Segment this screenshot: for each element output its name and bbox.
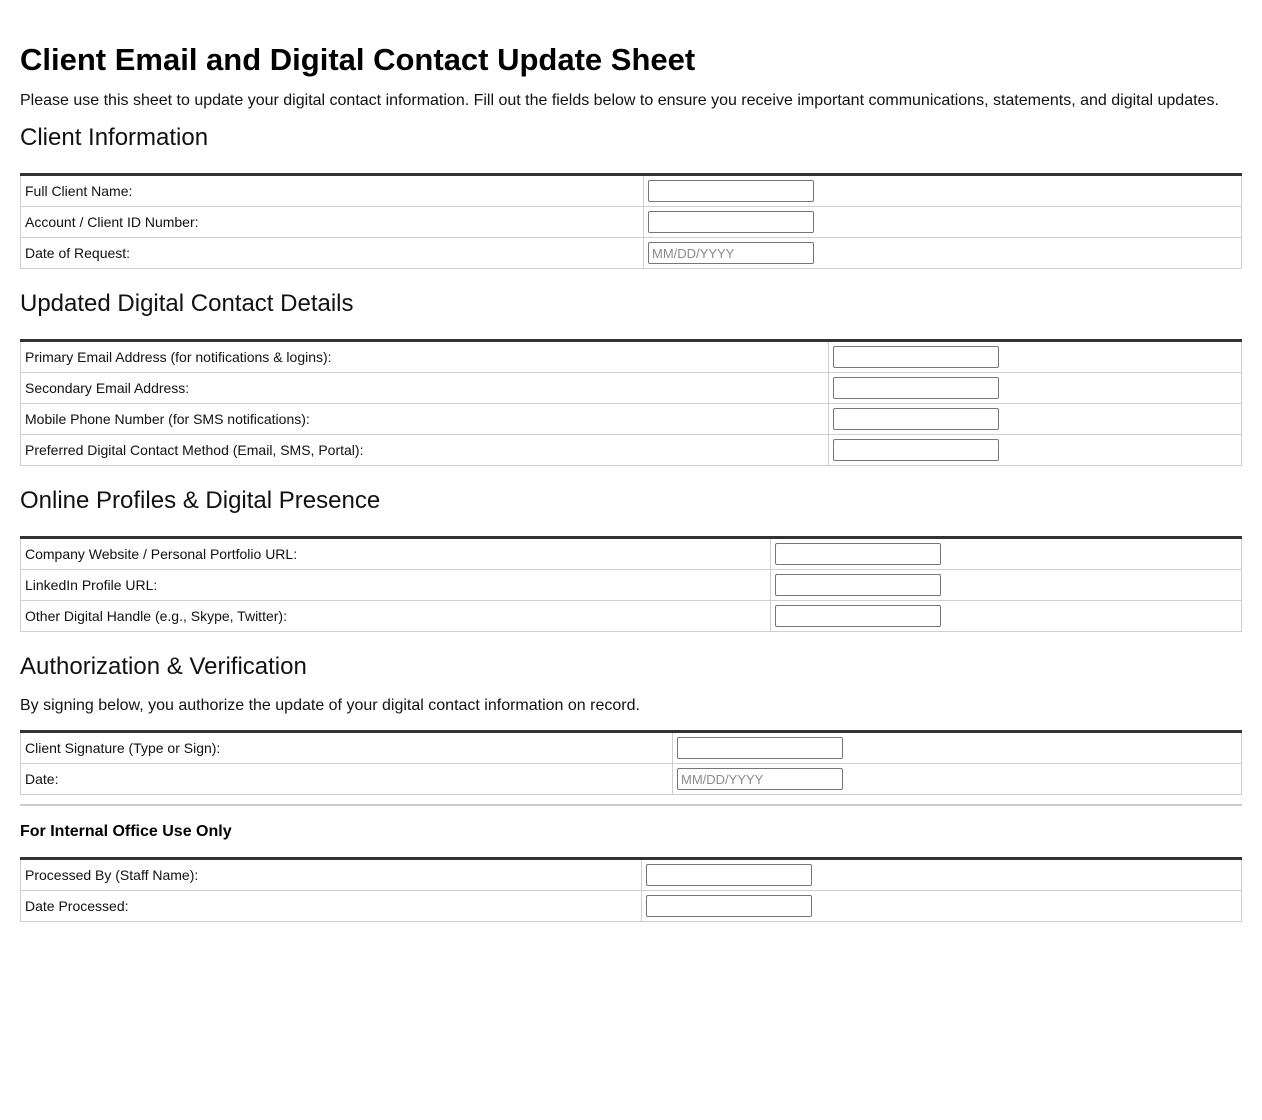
- table-row: [21, 207, 1242, 238]
- full-client-name-label: Full Client Name:: [21, 175, 644, 207]
- intro-text: Please use this sheet to update your digital contact information. Fill out the fields below to ensure you receive important communications, statements, and digital updates.: [20, 92, 1219, 109]
- table-row: [21, 601, 1242, 632]
- authorization-note: By signing below, you authorize the update of your digital contact information on record.: [20, 697, 640, 714]
- processed-by-label: Processed By (Staff Name):: [21, 859, 642, 891]
- primary-email-label: Primary Email Address (for notifications & logins):: [21, 341, 829, 373]
- account-id-input[interactable]: [648, 211, 814, 233]
- digital-contact-table: [20, 339, 1242, 466]
- date-of-request-label: Date of Request:: [21, 238, 644, 269]
- digital-contact-heading: Updated Digital Contact Details: [20, 290, 354, 317]
- preferred-contact-method-input[interactable]: [833, 439, 999, 461]
- section-divider: [20, 804, 1242, 806]
- mobile-phone-input[interactable]: [833, 408, 999, 430]
- other-handle-label: Other Digital Handle (e.g., Skype, Twitter):: [21, 601, 771, 632]
- client-signature-label: Client Signature (Type or Sign):: [21, 732, 673, 764]
- signature-date-input[interactable]: [677, 768, 843, 790]
- website-url-input[interactable]: [775, 543, 941, 565]
- table-row: [21, 435, 1242, 466]
- online-profiles-heading: Online Profiles & Digital Presence: [20, 487, 381, 514]
- date-processed-input[interactable]: [646, 895, 812, 917]
- account-id-label: Account / Client ID Number:: [21, 207, 644, 238]
- website-url-label: Company Website / Personal Portfolio URL:: [21, 538, 771, 570]
- table-row: [21, 373, 1242, 404]
- table-row: [21, 732, 1242, 764]
- table-row: [21, 238, 1242, 269]
- table-row: [21, 175, 1242, 207]
- table-row: [21, 404, 1242, 435]
- other-handle-input[interactable]: [775, 605, 941, 627]
- signature-date-label: Date:: [21, 764, 673, 795]
- authorization-table: [20, 730, 1242, 795]
- mobile-phone-label: Mobile Phone Number (for SMS notifications):: [21, 404, 829, 435]
- client-signature-input[interactable]: [677, 737, 843, 759]
- table-row: [21, 538, 1242, 570]
- office-use-table: [20, 857, 1242, 922]
- page-title: Client Email and Digital Contact Update Sheet: [20, 42, 696, 77]
- linkedin-url-label: LinkedIn Profile URL:: [21, 570, 771, 601]
- online-profiles-table: [20, 536, 1242, 632]
- client-info-table: [20, 173, 1242, 269]
- table-row: [21, 891, 1242, 922]
- table-row: [21, 764, 1242, 795]
- table-row: [21, 859, 1242, 891]
- date-of-request-input[interactable]: [648, 242, 814, 264]
- preferred-contact-method-label: Preferred Digital Contact Method (Email, SMS, Portal):: [21, 435, 829, 466]
- linkedin-url-input[interactable]: [775, 574, 941, 596]
- processed-by-input[interactable]: [646, 864, 812, 886]
- full-client-name-input[interactable]: [648, 180, 814, 202]
- secondary-email-label: Secondary Email Address:: [21, 373, 829, 404]
- authorization-heading: Authorization & Verification: [20, 653, 307, 680]
- table-row: [21, 570, 1242, 601]
- office-use-heading: For Internal Office Use Only: [20, 823, 232, 840]
- client-info-heading: Client Information: [20, 124, 209, 151]
- table-row: [21, 341, 1242, 373]
- secondary-email-input[interactable]: [833, 377, 999, 399]
- primary-email-input[interactable]: [833, 346, 999, 368]
- date-processed-label: Date Processed:: [21, 891, 642, 922]
